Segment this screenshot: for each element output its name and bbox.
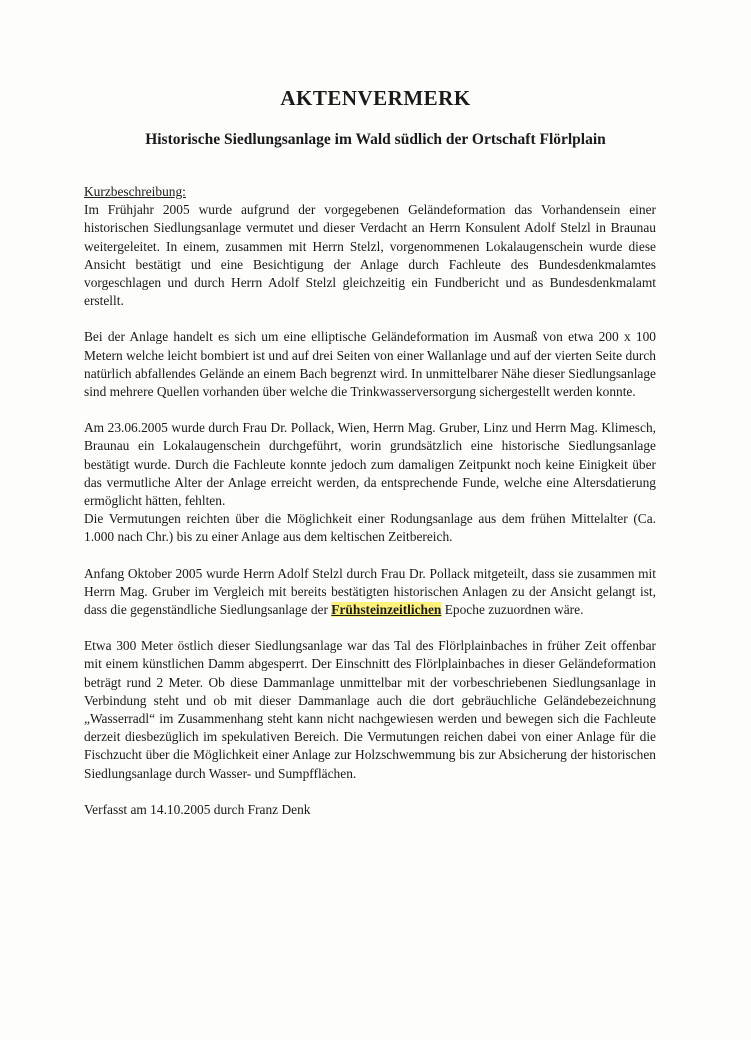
highlighted-term: Frühsteinzeitlichen bbox=[331, 602, 442, 618]
paragraph-3a: Am 23.06.2005 wurde durch Frau Dr. Pollack, Wien, Herrn Mag. Gruber, Linz und Herrn Mag. Klimesch, Braunau ein Lokalaugenschein durchgeführt, worin grundsätzlich eine historische Siedlungsanlage bestätigt wurde. Durch die Fachleute konnte jedoch zum damaligen Zeitpunkt noch keine Einigkeit über das vermutliche Alter der Anlage erreicht werden, da entsprechende Funde, welche eine Altersdatierung ermöglicht hätten, fehlten. bbox=[84, 420, 656, 509]
paragraph-1: Im Frühjahr 2005 wurde aufgrund der vorgegebenen Geländeformation das Vorhandensein einer historischen Siedlungsanlage vermutet und dieser Verdacht an Herrn Konsulent Adolf Stelzl in Braunau weitergeleitet. In einem, zusammen mit Herrn Stelzl, vorgenommenen Lokalaugenschein wurde diese Ansicht bestätigt und eine Besichtigung der Anlage durch Fachleute des Bundesdenkmalamtes vorgeschlagen und durch Herrn Adolf Stelzl gleichzeitig ein Fundbericht und as Bundesdenkmalamt erstellt. bbox=[84, 202, 656, 309]
paragraph-3b: Die Vermutungen reichten über die Möglichkeit einer Rodungsanlage aus dem frühen Mittelalter (Ca. 1.000 nach Chr.) bis zu einer Anlage aus dem keltischen Zeitbereich. bbox=[84, 511, 656, 545]
signature-line: Verfasst am 14.10.2005 durch Franz Denk bbox=[84, 801, 311, 817]
document-subtitle: Historische Siedlungsanlage im Wald südlich der Ortschaft Flörlplain bbox=[145, 131, 606, 148]
section-heading: Kurzbeschreibung: bbox=[84, 184, 186, 199]
paragraph-4-text-after: Epoche zuzuordnen wäre. bbox=[441, 602, 584, 618]
document-title: AKTENVERMERK bbox=[280, 86, 471, 110]
paragraph-4-text-before: Anfang Oktober 2005 wurde Herrn Adolf Stelzl durch Frau Dr. Pollack mitgeteilt, dass sie zusammen mit Herrn Mag. Gruber im Vergleich mit bereits bestätigten historischen Anlagen zu der Ansicht gelangt ist, dass die gegenständliche Siedlungsanlage der bbox=[84, 565, 656, 618]
document-body bbox=[84, 183, 656, 819]
paragraph-4 bbox=[84, 565, 656, 620]
paragraph-5: Etwa 300 Meter östlich dieser Siedlungsanlage war das Tal des Flörlplainbaches in früher Zeit offenbar mit einem künstlichen Damm abgesperrt. Der Einschnitt des Flörlplainbaches in dieser Geländeformation beträgt rund 2 Meter. Ob diese Dammanlage unmittelbar mit der vorbeschriebenen Siedlungsanlage in Verbindung steht und ob mit dieser Dammanlage auch die dort gebräuchliche Geländebezeichnung „Wasserradl“ im Zusammenhang steht kann nicht nachgewiesen werden und bewegen sich die Fachleute derzeit diesbezüglich im spekulativen Bereich. Die Vermutungen reichen dabei von einer Anlage für die Fischzucht über die Möglichkeit einer Anlage zur Holzschwemmung bis zur Absicherung der historischen Siedlungsanlage durch Wasser- und Sumpfflächen. bbox=[84, 638, 656, 781]
paragraph-2: Bei der Anlage handelt es sich um eine elliptische Geländeformation im Ausmaß von etwa 200 x 100 Metern welche leicht bombiert ist und auf drei Seiten von einer Wallanlage und auf der vierten Seite durch natürlich abfallendes Gelände an einem Bach begrenzt wird. In unmittelbarer Nähe dieser Siedlungsanlage sind mehrere Quellen vorhanden über welche die Trinkwasserversorgung sichergestellt werden konnte. bbox=[84, 329, 656, 400]
